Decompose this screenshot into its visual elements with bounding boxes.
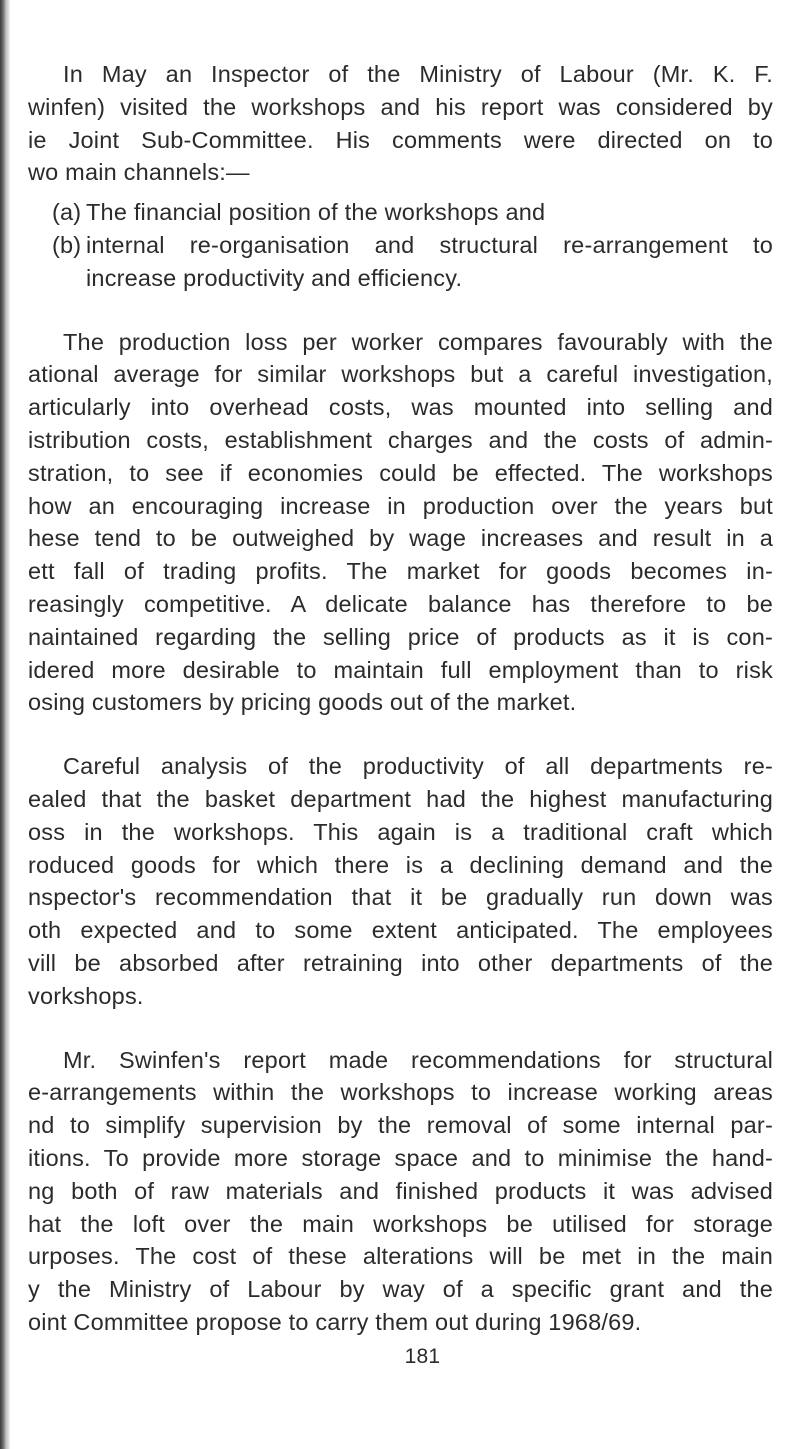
text-line: itions. To provide more storage space and to minimise the hand- (28, 1144, 773, 1171)
list-item-continuation: increase productivity and efficiency. (86, 264, 463, 291)
text-line: idered more desirable to maintain full employment than to risk (28, 656, 773, 683)
text-line: naintained regarding the selling price of products as it is con- (28, 623, 773, 650)
paragraph-1 (28, 58, 773, 189)
numbered-list (28, 196, 773, 294)
text-line: Mr. Swinfen's report made recommendations for structural (63, 1046, 773, 1073)
list-item-label: (a) (52, 199, 82, 226)
page-binding-edge (0, 0, 10, 1449)
text-line: y the Ministry of Labour by way of a specific grant and the (28, 1276, 773, 1303)
text-line: how an encouraging increase in production over the years but (28, 492, 773, 519)
text-line: hese tend to be outweighed by wage increases and result in a (28, 525, 773, 552)
text-line: wo main channels:— (28, 159, 250, 186)
text-line: stration, to see if economies could be effected. The workshops (28, 459, 773, 486)
text-line: nspector's recommendation that it be gradually run down was (28, 884, 773, 911)
text-line: oth expected and to some extent anticipated. The employees (28, 917, 773, 944)
paragraph-4 (28, 1044, 773, 1339)
text-line: ie Joint Sub-Committee. His comments were directed on to (28, 126, 773, 153)
text-line: urposes. The cost of these alterations will be met in the main (28, 1243, 773, 1270)
list-item-text: internal re-organisation and structural re-arrangement to (86, 231, 773, 258)
text-line: ett fall of trading profits. The market for goods becomes in- (28, 558, 773, 585)
text-line: istribution costs, establishment charges and the costs of admin- (28, 426, 773, 453)
document-page (28, 58, 773, 1373)
page-number: 181 (404, 1344, 441, 1368)
text-line: ng both of raw materials and finished products it was advised (28, 1177, 773, 1204)
text-line: winfen) visited the workshops and his report was considered by (28, 93, 773, 120)
text-line: oint Committee propose to carry them out during 1968/69. (28, 1308, 642, 1335)
text-line: e-arrangements within the workshops to increase working areas (28, 1079, 773, 1106)
paragraph-3 (28, 750, 773, 1012)
list-item-b (28, 229, 773, 262)
text-line: vorkshops. (28, 982, 144, 1009)
text-line: In May an Inspector of the Ministry of Labour (Mr. K. F. (63, 61, 773, 87)
text-line: ational average for similar workshops but a careful investigation, (28, 361, 773, 388)
list-item-text: The financial position of the workshops and (86, 199, 546, 226)
text-line: nd to simplify supervision by the removal of some internal par- (28, 1112, 773, 1139)
text-line: Careful analysis of the productivity of all departments re- (63, 753, 773, 780)
text-line: articularly into overhead costs, was mounted into selling and (28, 394, 773, 421)
text-line: reasingly competitive. A delicate balance has therefore to be (28, 590, 773, 617)
text-line: roduced goods for which there is a declining demand and the (28, 851, 773, 878)
paragraph-2 (28, 326, 773, 720)
text-line: vill be absorbed after retraining into other departments of the (28, 949, 773, 976)
text-line: The production loss per worker compares favourably with the (63, 328, 773, 355)
text-line: hat the loft over the main workshops be utilised for storage (28, 1210, 773, 1237)
list-item-label: (b) (52, 231, 82, 258)
text-line: oss in the workshops. This again is a traditional craft which (28, 818, 773, 845)
list-item-a (28, 196, 773, 229)
text-line: osing customers by pricing goods out of the market. (28, 689, 577, 716)
text-line: ealed that the basket department had the highest manufacturing (28, 785, 773, 812)
